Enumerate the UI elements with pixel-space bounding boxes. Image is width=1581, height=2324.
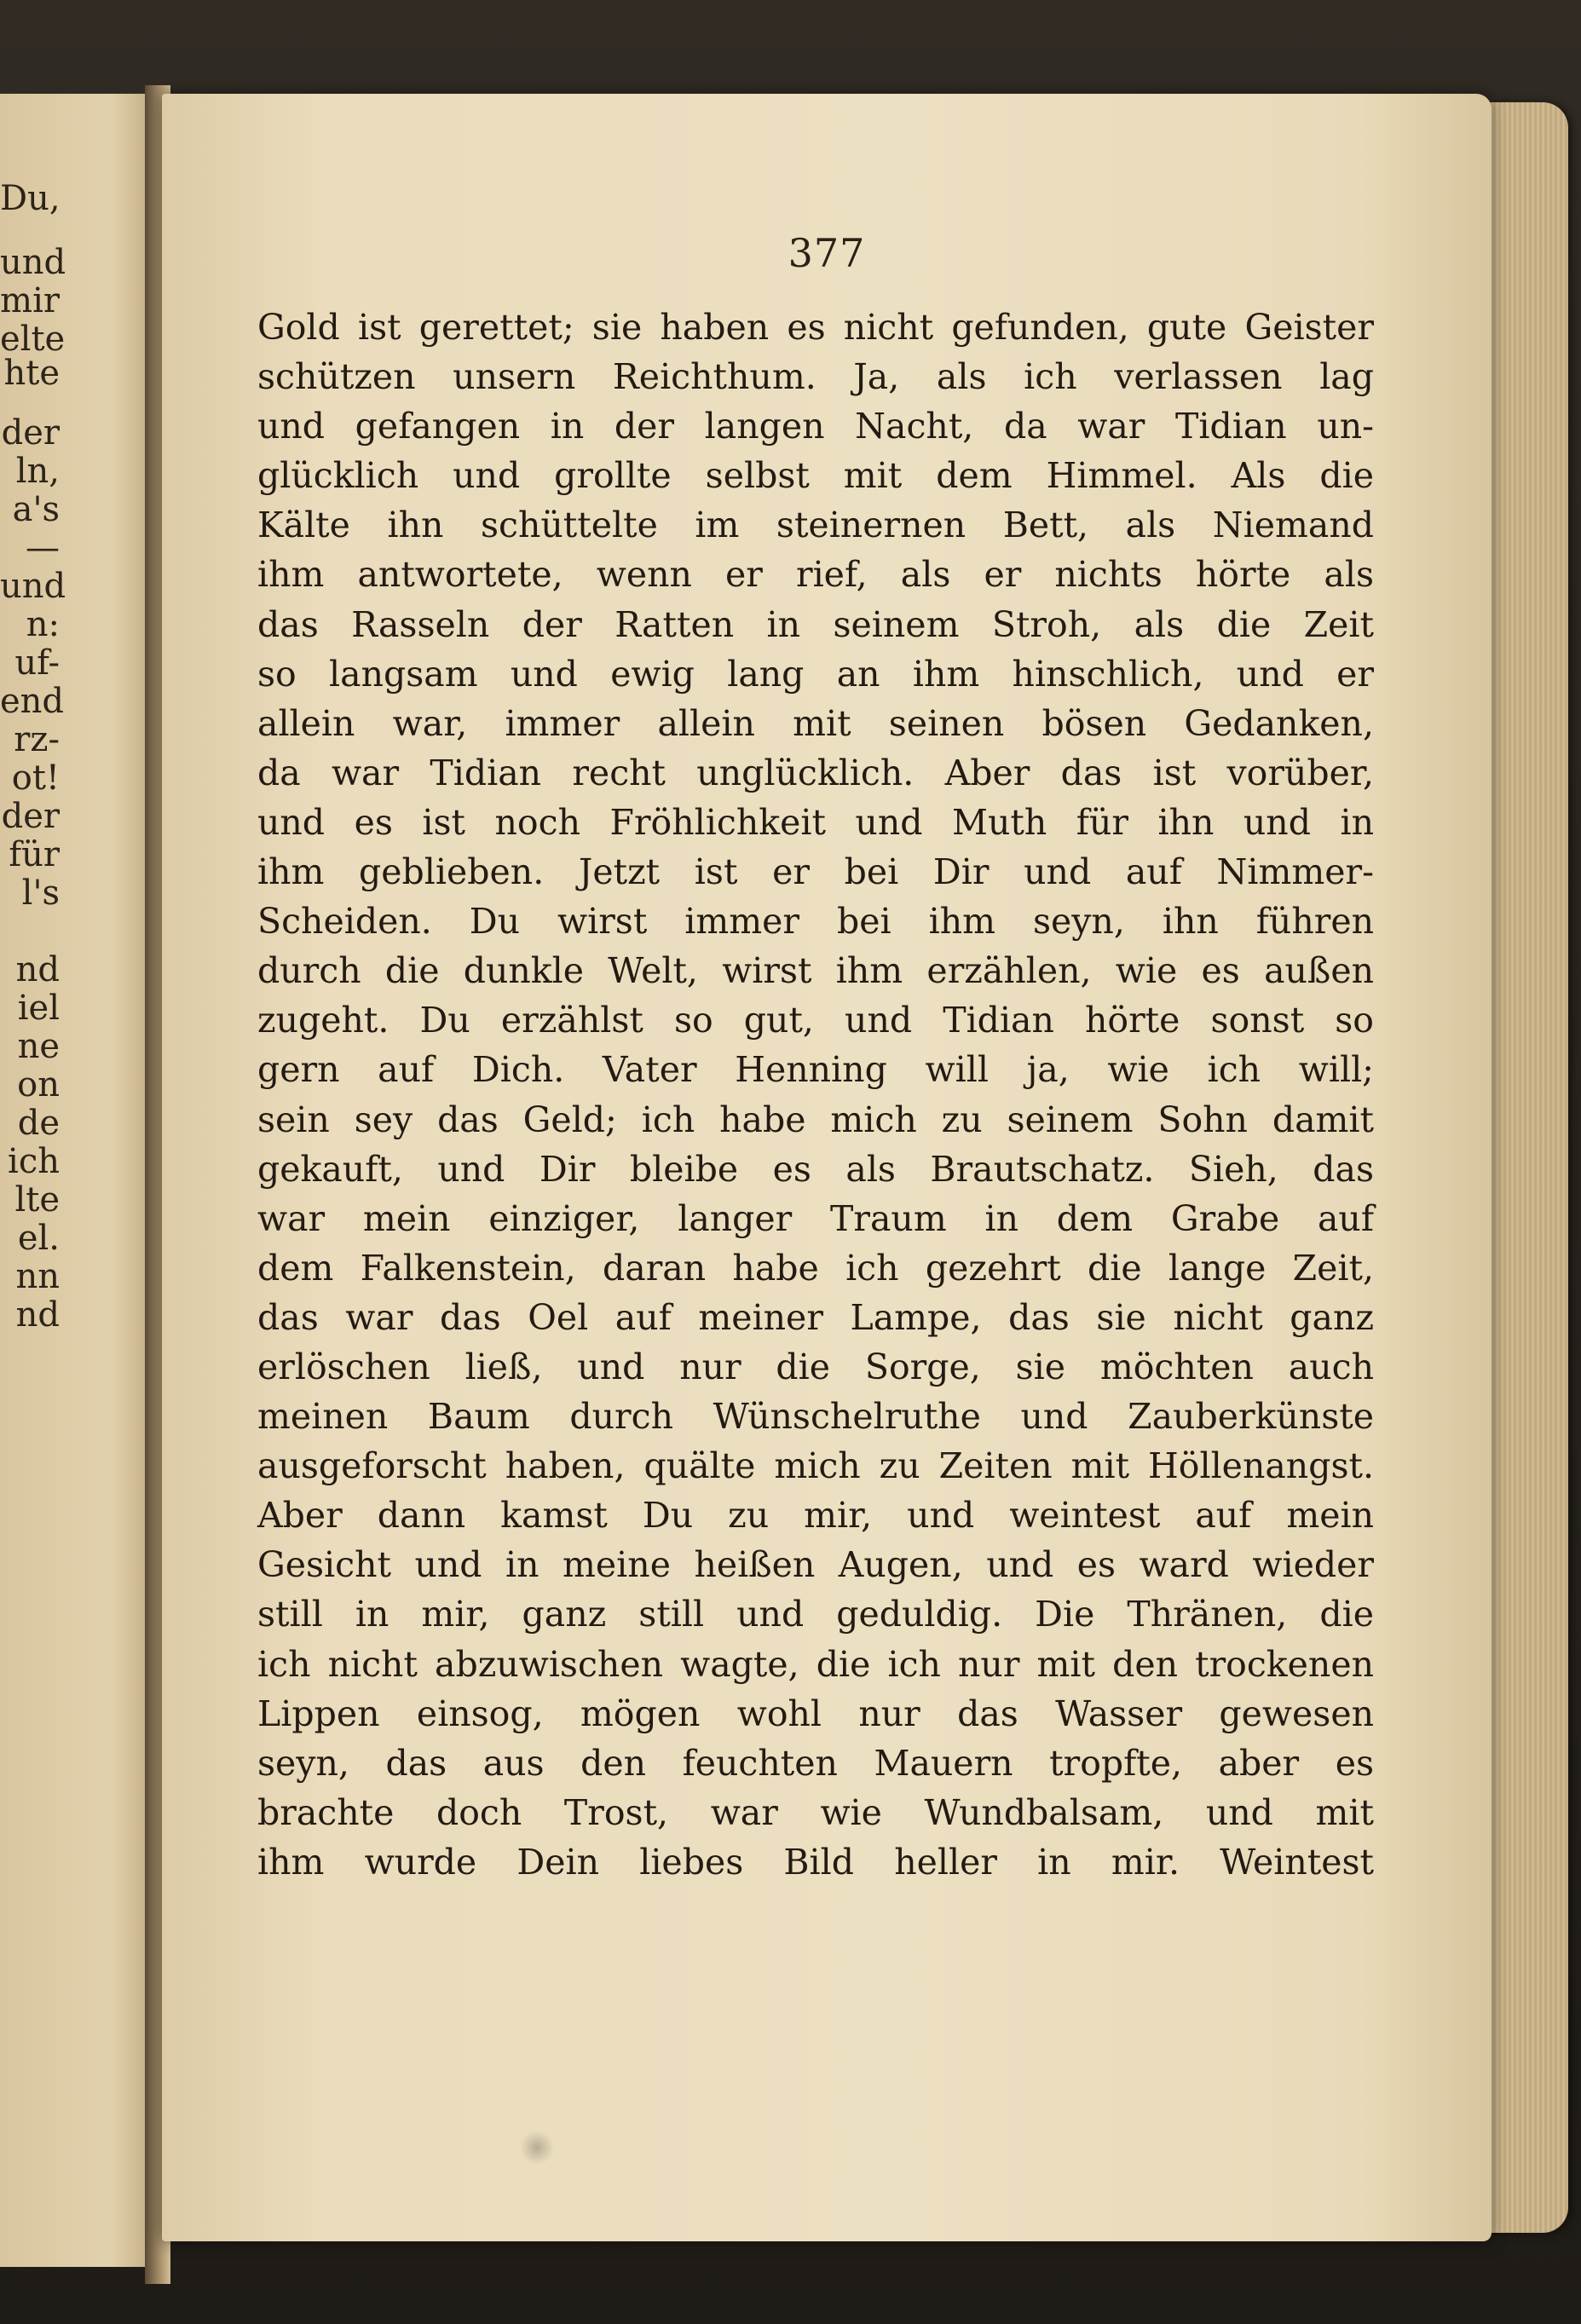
left-page-fragment: de <box>17 1104 60 1143</box>
left-page-fragment: uf- <box>14 643 60 683</box>
text-line: ihm antwortete, wenn er rief, als er nichts hörte als <box>257 554 1374 596</box>
left-page-fragment: Du, <box>0 179 61 218</box>
text-line: ihm wurde Dein liebes Bild heller in mir. Weintest <box>257 1841 1374 1883</box>
text-line: erlöschen ließ, und nur die Sorge, sie möchten auch <box>257 1346 1374 1387</box>
text-line: ich nicht abzuwischen wagte, die ich nur mit den trockenen <box>257 1643 1374 1685</box>
text-line: brachte doch Trost, war wie Wundbalsam, und mit <box>257 1791 1374 1833</box>
book-page <box>162 94 1492 2241</box>
text-line: sein sey das Geld; ich habe mich zu seinem Sohn damit <box>257 1099 1374 1140</box>
text-line: schützen unsern Reichthum. Ja, als ich verlassen lag <box>257 356 1374 398</box>
text-line: so langsam und ewig lang an ihm hinschlich, und er <box>257 653 1374 695</box>
text-line: ausgeforscht haben, quälte mich zu Zeiten mit Höllenangst. <box>257 1445 1374 1487</box>
left-page-fragment: hte <box>3 354 60 393</box>
left-page-fragment: der <box>1 797 60 836</box>
left-page-fragment: on <box>17 1065 60 1104</box>
left-page-fragment: nd <box>15 1295 60 1335</box>
text-line: still in mir, ganz still und geduldig. Die Thränen, die <box>257 1594 1374 1635</box>
page-text <box>257 303 1374 1887</box>
text-line: Scheiden. Du wirst immer bei ihm seyn, ihn führen <box>257 901 1374 943</box>
left-page-fragment: ich <box>8 1142 60 1181</box>
text-line: zugeht. Du erzählst so gut, und Tidian hörte sonst so <box>257 1000 1374 1041</box>
text-line: da war Tidian recht unglücklich. Aber das ist vorüber, <box>257 752 1374 793</box>
left-page-fragment: und <box>0 567 66 606</box>
left-page-fragment: der <box>1 413 60 453</box>
page-number: 377 <box>788 230 866 276</box>
left-page-fragment: end <box>0 682 65 721</box>
left-page-fragment: iel <box>17 989 60 1028</box>
left-page-fragment: a's <box>12 490 60 529</box>
text-line: und gefangen in der langen Nacht, da war Tidian un- <box>257 406 1374 447</box>
left-page-fragment: ne <box>17 1027 60 1066</box>
text-line: gekauft, und Dir bleibe es als Brautschatz. Sieh, das <box>257 1148 1374 1190</box>
text-line: Lippen einsog, mögen wohl nur das Wasser gewesen <box>257 1693 1374 1734</box>
text-line: ihm geblieben. Jetzt ist er bei Dir und auf Nimmer- <box>257 851 1374 893</box>
left-page-fragment: l's <box>21 874 60 913</box>
left-page-fragment: nn <box>15 1257 60 1296</box>
text-line: durch die dunkle Welt, wirst ihm erzählen, wie es außen <box>257 950 1374 992</box>
left-page-fragment: ln, <box>15 452 60 491</box>
text-line: dem Falkenstein, daran habe ich gezehrt die lange Zeit, <box>257 1247 1374 1289</box>
left-page-fragment: ot! <box>11 758 60 798</box>
text-line: war mein einziger, langer Traum in dem Grabe auf <box>257 1197 1374 1239</box>
text-line: Aber dann kamst Du zu mir, und weintest auf mein <box>257 1495 1374 1537</box>
left-page-fragment: elte <box>0 320 66 359</box>
text-line: glücklich und grollte selbst mit dem Himmel. Als die <box>257 455 1374 497</box>
left-page-fragment: nd <box>15 950 60 989</box>
text-line: das war das Oel auf meiner Lampe, das sie nicht ganz <box>257 1296 1374 1338</box>
text-line: Gesicht und in meine heißen Augen, und es ward wieder <box>257 1544 1374 1586</box>
left-page-fragment: und <box>0 243 66 282</box>
left-page-fragment: rz- <box>14 720 60 759</box>
left-page-fragment: n: <box>26 605 60 644</box>
page-block-edge <box>1487 102 1568 2233</box>
left-page-fragment: lte <box>14 1180 60 1220</box>
left-page-fragment: el. <box>17 1219 60 1258</box>
text-line: meinen Baum durch Wünschelruthe und Zauberkünste <box>257 1396 1374 1438</box>
text-line: Kälte ihn schüttelte im steinernen Bett, als Niemand <box>257 505 1374 546</box>
previous-page-edge <box>0 94 158 2267</box>
ink-smudge <box>520 2131 554 2165</box>
text-line: allein war, immer allein mit seinen bösen Gedanken, <box>257 702 1374 744</box>
text-line: das Rasseln der Ratten in seinem Stroh, als die Zeit <box>257 603 1374 645</box>
left-page-fragment: mir <box>0 281 60 320</box>
left-page-fragment: — <box>26 528 60 568</box>
text-line: Gold ist gerettet; sie haben es nicht gefunden, gute Geister <box>257 307 1374 348</box>
text-line: gern auf Dich. Vater Henning will ja, wie ich will; <box>257 1049 1374 1091</box>
text-line: seyn, das aus den feuchten Mauern tropfte, aber es <box>257 1742 1374 1784</box>
left-page-fragment: für <box>9 835 60 874</box>
text-line: und es ist noch Fröhlichkeit und Muth für ihn und in <box>257 801 1374 843</box>
